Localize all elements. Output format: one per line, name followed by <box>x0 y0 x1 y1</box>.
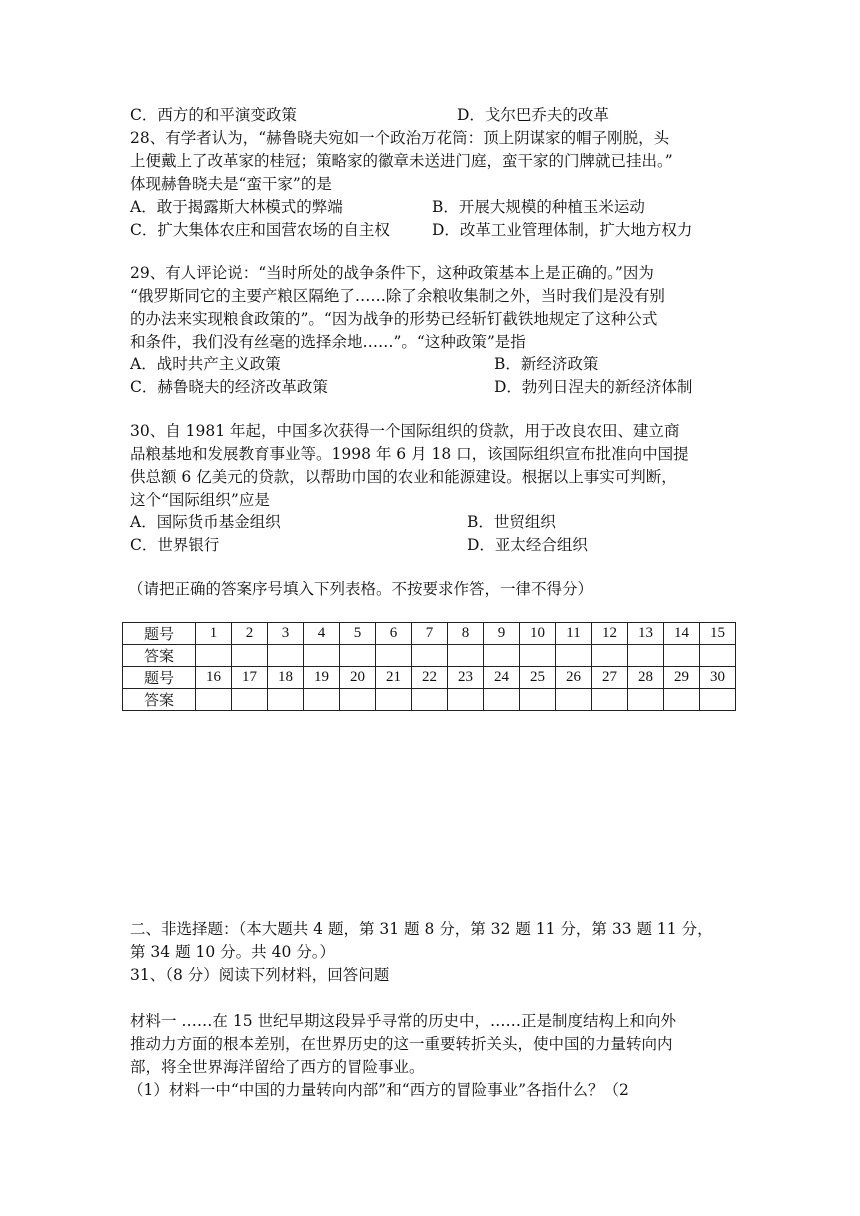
answer-cell[interactable] <box>448 645 484 667</box>
q29-option-a: A．战时共产主义政策 <box>130 355 281 373</box>
answer-cell[interactable] <box>520 645 556 667</box>
q31-title: 31、（8 分）阅读下列材料，回答问题 <box>130 966 390 984</box>
answer-cell[interactable] <box>196 645 232 667</box>
question-number-cell: 19 <box>304 667 340 689</box>
question-number-cell: 5 <box>340 623 376 645</box>
answer-cell[interactable] <box>664 689 700 711</box>
question-number-cell: 7 <box>412 623 448 645</box>
answer-cell[interactable] <box>484 689 520 711</box>
row-label-answer: 答案 <box>123 689 196 711</box>
answer-cell[interactable] <box>448 689 484 711</box>
answer-cell[interactable] <box>520 689 556 711</box>
question-number-cell: 16 <box>196 667 232 689</box>
answer-cell[interactable] <box>196 689 232 711</box>
q28-option-d: D．改革工业管理体制，扩大地方权力 <box>432 221 693 239</box>
question-number-cell: 9 <box>484 623 520 645</box>
answer-cell[interactable] <box>700 645 736 667</box>
q29-stem-line-2: “俄罗斯同它的主要产粮区隔绝了……除了余粮收集制之外，当时我们是没有别 <box>130 287 665 305</box>
q29-option-c: C．赫鲁晓夫的经济改革政策 <box>130 378 328 396</box>
answer-table <box>122 622 736 711</box>
q28-stem-line-2: 上便戴上了改革家的桂冠；策略家的徽章未送进门庭，蛮干家的门牌就已挂出。” <box>130 152 673 170</box>
answer-cell[interactable] <box>412 645 448 667</box>
q30-stem-line-4: 这个“国际组织”应是 <box>130 491 270 509</box>
answer-cell[interactable] <box>484 645 520 667</box>
q30-option-a: A．国际货币基金组织 <box>130 513 281 531</box>
answer-cell[interactable] <box>592 645 628 667</box>
q29-option-d: D．勃列日涅夫的新经济体制 <box>494 378 693 396</box>
answer-cell[interactable] <box>664 645 700 667</box>
answer-cell[interactable] <box>376 645 412 667</box>
question-number-cell: 8 <box>448 623 484 645</box>
answer-cell[interactable] <box>700 689 736 711</box>
question-number-cell: 3 <box>268 623 304 645</box>
material1-line-3: 部，将全世界海洋留给了西方的冒险事业。 <box>130 1058 425 1076</box>
answer-cell[interactable] <box>412 689 448 711</box>
table-row <box>123 623 736 645</box>
row-label-answer: 答案 <box>123 645 196 667</box>
answer-cell[interactable] <box>628 645 664 667</box>
question-number-cell: 10 <box>520 623 556 645</box>
question-number-cell: 12 <box>592 623 628 645</box>
material1-line-1: 材料一 ……在 15 世纪早期这段异乎寻常的历史中，……正是制度结构上和向外 <box>130 1012 677 1030</box>
section2-heading-line-1: 二、非选择题：（本大题共 4 题，第 31 题 8 分，第 32 题 11 分，第 33 题 11 分， <box>130 920 713 938</box>
answer-instruction: （请把正确的答案序号填入下列表格。不按要求作答，一律不得分） <box>128 580 594 598</box>
question-number-cell: 27 <box>592 667 628 689</box>
question-number-cell: 24 <box>484 667 520 689</box>
q30-option-d: D．亚太经合组织 <box>467 536 588 554</box>
q30-option-c: C．世界银行 <box>130 536 220 554</box>
answer-cell[interactable] <box>340 689 376 711</box>
answer-cell[interactable] <box>376 689 412 711</box>
question-number-cell: 20 <box>340 667 376 689</box>
answer-cell[interactable] <box>232 645 268 667</box>
question-number-cell: 17 <box>232 667 268 689</box>
question-number-cell: 21 <box>376 667 412 689</box>
q29-option-b: B．新经济政策 <box>494 355 599 373</box>
q28-stem-line-3: 体现赫鲁晓夫是“蛮干家”的是 <box>130 175 332 193</box>
answer-cell[interactable] <box>268 689 304 711</box>
question-number-cell: 29 <box>664 667 700 689</box>
table-row <box>123 667 736 689</box>
q30-stem-line-3: 供总额 6 亿美元的贷款，以帮助巾国的农业和能源建设。根据以上事实可判断， <box>130 468 677 486</box>
question-number-cell: 6 <box>376 623 412 645</box>
answer-cell[interactable] <box>592 689 628 711</box>
question-number-cell: 22 <box>412 667 448 689</box>
q30-stem-line-2: 品粮基地和发展教育事业等。1998 年 6 月 18 口，该国际组织宣布批准向中国提 <box>130 445 689 463</box>
q30-stem-line-1: 30、自 1981 年起，中国多次获得一个国际组织的贷款，用于改良农田、建立商 <box>130 422 680 440</box>
question-number-cell: 11 <box>556 623 592 645</box>
table-row <box>123 689 736 711</box>
answer-cell[interactable] <box>628 689 664 711</box>
q29-stem-line-3: 的办法来实现粮食政策的”。“因为战争的形势已经斩钉截铁地规定了这种公式 <box>130 310 658 328</box>
question-number-cell: 28 <box>628 667 664 689</box>
q30-option-b: B．世贸组织 <box>467 513 556 531</box>
question-number-cell: 4 <box>304 623 340 645</box>
answer-cell[interactable] <box>556 689 592 711</box>
row-label-question: 题号 <box>123 667 196 689</box>
answer-cell[interactable] <box>232 689 268 711</box>
section2-heading-line-2: 第 34 题 10 分。共 40 分。） <box>130 943 335 961</box>
question-number-cell: 15 <box>700 623 736 645</box>
q27-option-c: C．西方的和平演变政策 <box>130 106 297 124</box>
answer-cell[interactable] <box>556 645 592 667</box>
q27-option-d: D．戈尔巴乔夫的改革 <box>457 106 609 124</box>
q29-stem-line-1: 29、有人评论说：“当时所处的战争条件下，这种政策基本上是正确的。”因为 <box>130 264 654 282</box>
answer-cell[interactable] <box>268 645 304 667</box>
q29-stem-line-4: 和条件，我们没有丝毫的选择余地……”。“这种政策”是指 <box>130 333 526 351</box>
question-number-cell: 18 <box>268 667 304 689</box>
question-number-cell: 1 <box>196 623 232 645</box>
answer-cell[interactable] <box>340 645 376 667</box>
material1-line-2: 推动力方面的根本差别，在世界历史的这一重要转折关头，使中国的力量转向内 <box>130 1035 673 1053</box>
q28-option-b: B．开展大规模的种植玉米运动 <box>432 198 645 216</box>
table-row <box>123 645 736 667</box>
q28-option-a: A．敢于揭露斯大林模式的弊端 <box>130 198 343 216</box>
q31-subquestion-1: （1）材料一中“中国的力量转向内部”和“西方的冒险事业”各指什么？（2 <box>128 1081 629 1099</box>
q28-stem-line-1: 28、有学者认为，“赫鲁晓夫宛如一个政治万花筒：顶上阴谋家的帽子刚脱，头 <box>130 129 670 147</box>
question-number-cell: 23 <box>448 667 484 689</box>
question-number-cell: 2 <box>232 623 268 645</box>
question-number-cell: 25 <box>520 667 556 689</box>
q28-option-c: C．扩大集体农庄和国营农场的自主权 <box>130 221 390 239</box>
question-number-cell: 26 <box>556 667 592 689</box>
row-label-question: 题号 <box>123 623 196 645</box>
question-number-cell: 14 <box>664 623 700 645</box>
answer-cell[interactable] <box>304 689 340 711</box>
answer-cell[interactable] <box>304 645 340 667</box>
question-number-cell: 30 <box>700 667 736 689</box>
question-number-cell: 13 <box>628 623 664 645</box>
